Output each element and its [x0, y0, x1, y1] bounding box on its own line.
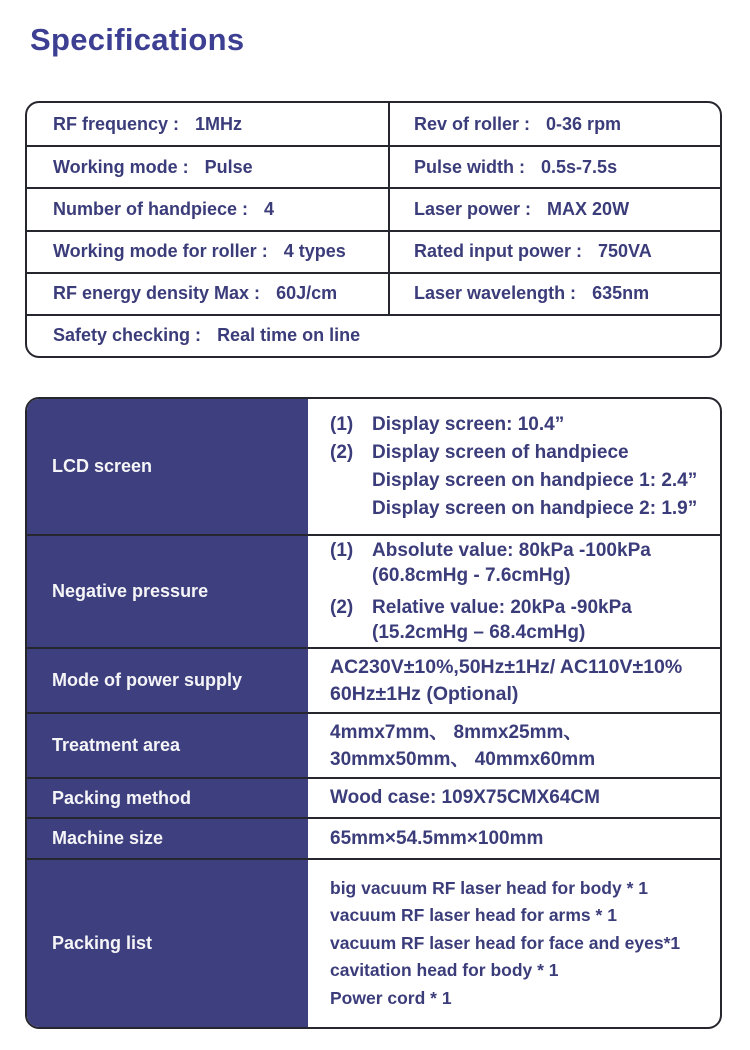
spec-value: Real time on line [217, 325, 361, 346]
spec-label: Working mode for roller : [53, 241, 268, 262]
spec-line [330, 787, 716, 809]
line-number: (1) [330, 413, 354, 435]
detail-row-treatment-area [27, 712, 720, 777]
spec-line [330, 746, 716, 773]
spec-summary-table [25, 101, 722, 358]
line-text: Display screen on handpiece 1: 2.4” [372, 469, 698, 491]
spec-row-rated-input-power [388, 230, 720, 272]
spec-row-pulse-width [388, 145, 720, 187]
row-label: LCD screen [27, 399, 308, 534]
spec-row-laser-wavelength [388, 272, 720, 314]
spec-line [330, 439, 716, 467]
line-text: 65mm×54.5mm×100mm [330, 827, 544, 849]
spec-label: Laser wavelength : [414, 283, 577, 304]
detail-row-negative-pressure [27, 534, 720, 647]
row-content [308, 779, 720, 817]
spec-label: Laser power : [414, 198, 532, 219]
line-text: Display screen: 10.4” [372, 413, 565, 435]
line-text: Display screen on handpiece 2: 1.9” [372, 497, 698, 519]
spec-row-number-of-handpiece [27, 187, 388, 229]
spec-value: 0.5s-7.5s [541, 156, 618, 177]
spec-detail-table [25, 397, 722, 1029]
row-content [308, 714, 720, 777]
row-content [308, 860, 720, 1027]
line-text: 60Hz±1Hz (Optional) [330, 682, 519, 705]
row-content [308, 819, 720, 858]
spec-value: 4 types [283, 241, 346, 262]
detail-row-machine-size [27, 817, 720, 858]
spec-row-working-mode-roller [27, 230, 388, 272]
spec-value: 1MHz [195, 113, 243, 134]
row-label: Packing list [27, 860, 308, 1027]
spec-line [330, 620, 716, 645]
spec-line [330, 875, 716, 903]
spec-row-rf-energy-density [27, 272, 388, 314]
line-text: (15.2cmHg – 68.4cmHg) [372, 622, 586, 643]
detail-row-lcd-screen [27, 399, 720, 534]
spec-label: RF frequency : [53, 113, 180, 134]
spec-label: Pulse width : [414, 156, 526, 177]
spec-row-rev-of-roller [388, 103, 720, 145]
spec-label: Working mode : [53, 156, 189, 177]
page-title: Specifications [30, 22, 245, 57]
spec-line [330, 681, 716, 708]
spec-line [330, 828, 716, 850]
spec-line [330, 654, 716, 681]
line-text: 30mmx50mm、 40mmx60mm [330, 748, 596, 770]
line-text: vacuum RF laser head for face and eyes*1 [330, 932, 681, 953]
line-text: AC230V±10%,50Hz±1Hz/ AC110V±10% [330, 655, 683, 678]
detail-row-power-supply [27, 647, 720, 712]
line-text: cavitation head for body * 1 [330, 960, 559, 981]
spec-value: Pulse [204, 156, 253, 177]
line-text: big vacuum RF laser head for body * 1 [330, 877, 648, 898]
row-label: Machine size [27, 819, 308, 858]
spec-row-laser-power [388, 187, 720, 229]
row-content [308, 399, 720, 534]
line-text: Power cord * 1 [330, 987, 452, 1008]
spec-label: Number of handpiece : [53, 198, 249, 219]
spec-line [330, 538, 716, 563]
line-text: Relative value: 20kPa -90kPa [372, 597, 632, 618]
row-label: Negative pressure [27, 536, 308, 647]
line-number [330, 620, 372, 645]
line-number [330, 495, 372, 523]
spec-line [330, 563, 716, 588]
spec-line [330, 957, 716, 985]
spec-label: Safety checking : [53, 325, 202, 346]
spec-value: 4 [264, 198, 275, 219]
row-content [308, 536, 720, 647]
line-text: vacuum RF laser head for arms * 1 [330, 905, 617, 926]
line-number: (2) [330, 441, 354, 463]
line-number [330, 467, 372, 495]
spec-row-rf-frequency [27, 103, 388, 145]
spec-label: RF energy density Max : [53, 283, 261, 304]
detail-row-packing-list [27, 858, 720, 1027]
line-text: 4mmx7mm、 8mmx25mm、 [330, 721, 583, 743]
row-content [308, 649, 720, 712]
spec-line [330, 467, 716, 495]
spec-label: Rated input power : [414, 241, 582, 262]
line-number: (1) [330, 540, 354, 561]
spec-line [330, 411, 716, 439]
spec-line [330, 985, 716, 1013]
line-text: Absolute value: 80kPa -100kPa [372, 540, 651, 561]
row-label: Mode of power supply [27, 649, 308, 712]
spec-value: 60J/cm [276, 283, 338, 304]
spec-line [330, 930, 716, 958]
spec-value: 635nm [592, 283, 650, 304]
spec-line [330, 595, 716, 620]
line-text: Wood case: 109X75CMX64CM [330, 787, 600, 808]
row-label: Treatment area [27, 714, 308, 777]
spec-row-safety-checking [27, 314, 720, 356]
line-number: (2) [330, 597, 354, 618]
spec-line [330, 495, 716, 523]
spec-row-working-mode [27, 145, 388, 187]
line-text: Display screen of handpiece [372, 441, 629, 463]
line-number [330, 563, 372, 588]
line-text: (60.8cmHg - 7.6cmHg) [372, 565, 571, 586]
spec-line [330, 902, 716, 930]
spec-value: 750VA [598, 241, 652, 262]
spec-line [330, 719, 716, 746]
detail-row-packing-method [27, 777, 720, 817]
spec-value: MAX 20W [547, 198, 630, 219]
row-label: Packing method [27, 779, 308, 817]
spec-value: 0-36 rpm [546, 113, 622, 134]
spec-label: Rev of roller : [414, 113, 531, 134]
